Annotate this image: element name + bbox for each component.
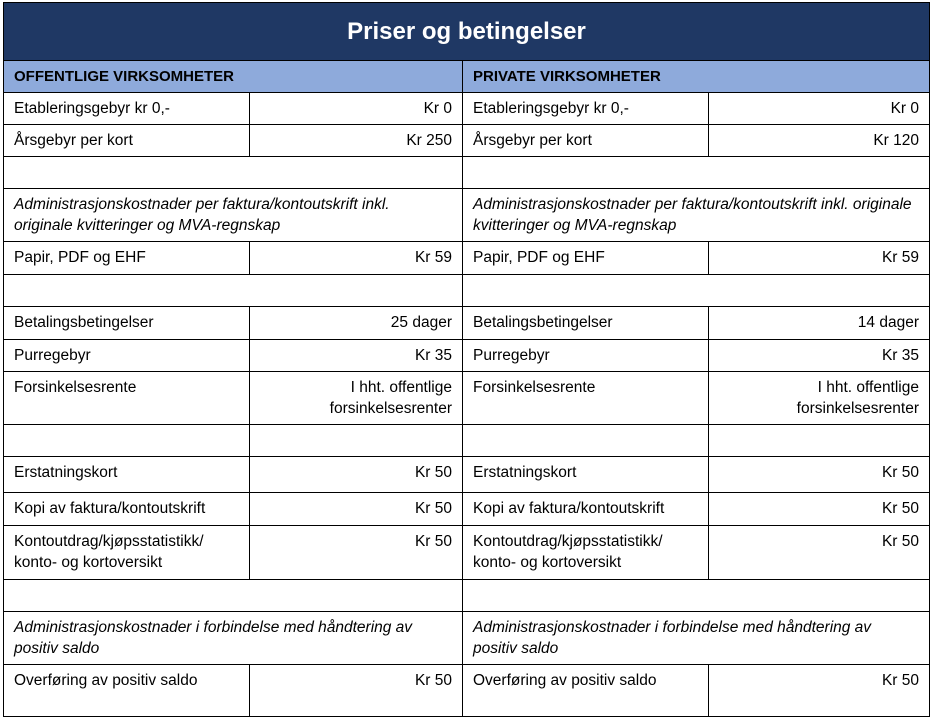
row-value: Kr 50 bbox=[414, 464, 452, 481]
column-header: OFFENTLIGE VIRKSOMHETER bbox=[14, 68, 235, 85]
spacer-cell bbox=[4, 425, 250, 456]
price-table bbox=[3, 2, 930, 717]
row-value: I hht. offentlige forsinkelsesrenter bbox=[796, 379, 919, 417]
table-row-purregebyr bbox=[463, 340, 929, 372]
row-label: Forsinkelsesrente bbox=[463, 372, 709, 424]
table-row-forsinkelsesrente bbox=[463, 372, 929, 425]
row-value: 25 dager bbox=[390, 314, 452, 331]
table-row-admin-faktura-note bbox=[463, 189, 929, 242]
row-label: Etableringsgebyr kr 0,- bbox=[463, 93, 709, 124]
row-value: Kr 59 bbox=[881, 249, 919, 266]
row-value: Kr 50 bbox=[881, 500, 919, 517]
table-row-arsgebyr bbox=[463, 125, 929, 157]
row-label: Erstatningskort bbox=[463, 457, 709, 492]
page-title: Priser og betingelser bbox=[4, 3, 929, 61]
table-row-erstatningskort bbox=[4, 457, 462, 493]
table-row-papir bbox=[463, 242, 929, 275]
row-label: Forsinkelsesrente bbox=[4, 372, 250, 424]
table-row-forsinkelsesrente bbox=[4, 372, 462, 425]
row-label: Overføring av positiv saldo bbox=[4, 665, 250, 716]
row-label: Kontoutdrag/kjøpsstatistikk/ konto- og kortoversikt bbox=[4, 526, 250, 579]
table-row-kontoutdrag bbox=[4, 526, 462, 580]
row-label: Purregebyr bbox=[4, 340, 250, 371]
row-label: Betalingsbetingelser bbox=[463, 307, 709, 339]
spacer-row bbox=[463, 580, 929, 612]
row-value: Kr 0 bbox=[890, 100, 919, 117]
row-value: Kr 50 bbox=[414, 533, 452, 550]
row-label: Papir, PDF og EHF bbox=[4, 242, 250, 274]
row-value: Kr 59 bbox=[414, 249, 452, 266]
column-header: PRIVATE VIRKSOMHETER bbox=[473, 68, 661, 85]
table-row-purregebyr bbox=[4, 340, 462, 372]
row-label: Kopi av faktura/kontoutskrift bbox=[4, 493, 250, 525]
row-value: Kr 250 bbox=[406, 132, 452, 149]
spacer-row bbox=[4, 580, 462, 612]
row-label: Årsgebyr per kort bbox=[463, 125, 709, 156]
table-row-overforing bbox=[4, 665, 462, 716]
column-private bbox=[463, 61, 929, 716]
row-label: Papir, PDF og EHF bbox=[463, 242, 709, 274]
table-row-etableringsgebyr bbox=[463, 93, 929, 125]
table-row-admin-saldo-note bbox=[4, 612, 462, 665]
row-label: Erstatningskort bbox=[4, 457, 250, 492]
row-value: Kr 120 bbox=[873, 132, 919, 149]
section-note: Administrasjonskostnader i forbindelse med håndtering av positiv saldo bbox=[473, 619, 872, 657]
section-note: Administrasjonskostnader per faktura/kontoutskrift inkl. originale kvitteringer og MVA-regnskap bbox=[14, 196, 390, 234]
row-value: Kr 50 bbox=[414, 672, 452, 689]
row-value: 14 dager bbox=[857, 314, 919, 331]
row-value: I hht. offentlige forsinkelsesrenter bbox=[329, 379, 452, 417]
table-row-overforing bbox=[463, 665, 929, 716]
row-value: Kr 50 bbox=[414, 500, 452, 517]
table-row-betalingsbetingelser bbox=[4, 307, 462, 340]
row-value: Kr 50 bbox=[881, 672, 919, 689]
row-label: Etableringsgebyr kr 0,- bbox=[4, 93, 250, 124]
spacer-row bbox=[4, 425, 462, 457]
table-row-kontoutdrag bbox=[463, 526, 929, 580]
row-value: Kr 50 bbox=[881, 464, 919, 481]
table-row-erstatningskort bbox=[463, 457, 929, 493]
spacer-cell bbox=[463, 425, 709, 456]
column-header-row bbox=[4, 61, 462, 93]
row-label: Purregebyr bbox=[463, 340, 709, 371]
table-row-papir bbox=[4, 242, 462, 275]
section-note: Administrasjonskostnader i forbindelse med håndtering av positiv saldo bbox=[14, 619, 413, 657]
section-note: Administrasjonskostnader per faktura/kontoutskrift inkl. originale kvitteringer og MVA-regnskap bbox=[473, 196, 912, 234]
table-row-betalingsbetingelser bbox=[463, 307, 929, 340]
spacer-row bbox=[463, 425, 929, 457]
spacer-row bbox=[463, 157, 929, 189]
row-label: Betalingsbetingelser bbox=[4, 307, 250, 339]
column-public bbox=[4, 61, 463, 716]
table-row-kopi bbox=[463, 493, 929, 526]
table-row-arsgebyr bbox=[4, 125, 462, 157]
spacer-row bbox=[463, 275, 929, 307]
row-value: Kr 35 bbox=[881, 347, 919, 364]
spacer-row bbox=[4, 157, 462, 189]
row-label: Årsgebyr per kort bbox=[4, 125, 250, 156]
table-row-kopi bbox=[4, 493, 462, 526]
spacer-row bbox=[4, 275, 462, 307]
row-value: Kr 50 bbox=[881, 533, 919, 550]
row-label: Kopi av faktura/kontoutskrift bbox=[463, 493, 709, 525]
row-label: Kontoutdrag/kjøpsstatistikk/ konto- og kortoversikt bbox=[463, 526, 709, 579]
row-label: Overføring av positiv saldo bbox=[463, 665, 709, 716]
row-value: Kr 35 bbox=[414, 347, 452, 364]
table-row-admin-saldo-note bbox=[463, 612, 929, 665]
column-header-row bbox=[463, 61, 929, 93]
row-value: Kr 0 bbox=[423, 100, 452, 117]
table-row-etableringsgebyr bbox=[4, 93, 462, 125]
table-row-admin-faktura-note bbox=[4, 189, 462, 242]
